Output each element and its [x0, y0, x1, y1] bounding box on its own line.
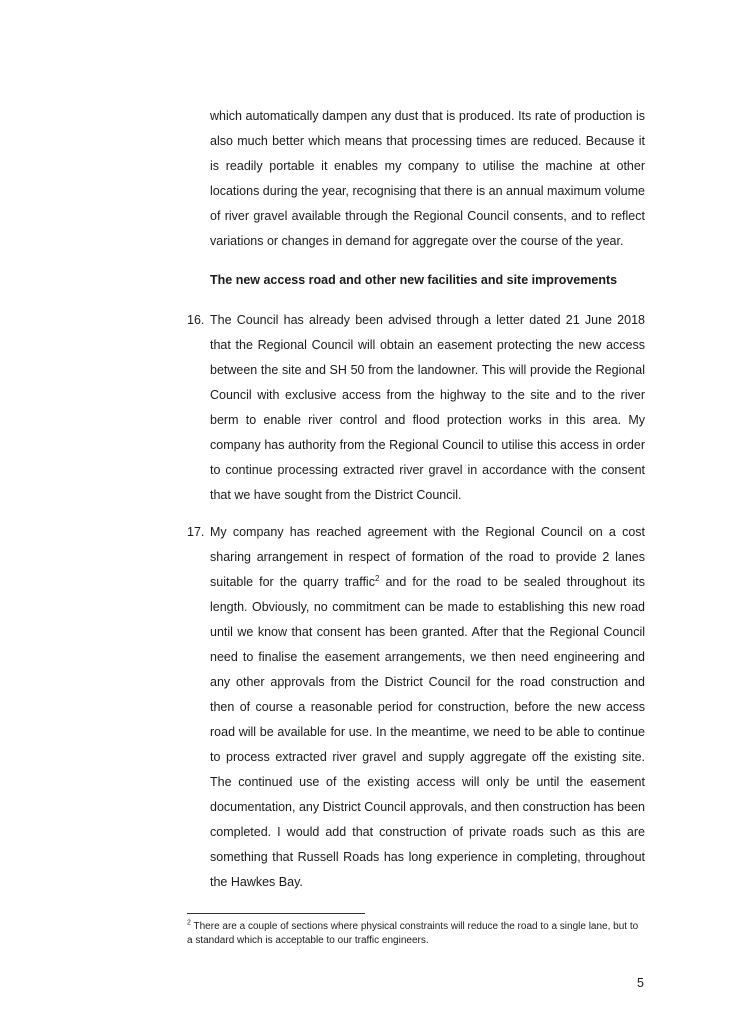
paragraph-17-text-start: My company has reached agreement with the Regional Council on a cost sharing arrangement in respect of formation of the road to provide 2 lanes suitable for the quarry traffic	[210, 525, 645, 589]
footnote	[187, 920, 642, 948]
paragraph-16-number: 16.	[187, 313, 205, 327]
paragraph-17	[210, 520, 645, 895]
page-number: 5	[637, 976, 644, 990]
footnote-reference[interactable]: 2	[374, 573, 380, 583]
section-heading: The new access road and other new facilities and site improvements	[210, 273, 618, 287]
paragraph-continued: which automatically dampen any dust that is produced. Its rate of production is also much better which means that processing times are reduced. Because it is readily portable it enables my company to utilise the machine at other locations during the year, recognising that there is an annual maximum volume of river gravel available through the Regional Council consents, and to reflect variations or changes in demand for aggregate over the course of the year.	[210, 109, 645, 248]
paragraph-17-number: 17.	[187, 525, 205, 539]
footnote-marker: 2	[187, 919, 191, 927]
footnote-text: There are a couple of sections where physical constraints will reduce the road to a single lane, but to a standard which is acceptable to our traffic engineers.	[187, 921, 639, 946]
paragraph-16: The Council has already been advised through a letter dated 21 June 2018 that the Regional Council will obtain an easement protecting the new access between the site and SH 50 from the landowner. This will provide the Regional Council with exclusive access from the highway to the site and to the river berm to enable river control and flood protection works in this area. My company has authority from the Regional Council to utilise this access in order to continue processing extracted river gravel in accordance with the consent that we have sought from the District Council.	[210, 313, 645, 502]
paragraph-17-text-end: and for the road to be sealed throughout its length. Obviously, no commitment can be made to establishing this new road until we know that consent has been granted. After that the Regional Council need to finalise the easement arrangements, we then need engineering and any other approvals from the District Council for the road construction and then of course a reasonable period for construction, before the new access road will be available for use. In the meantime, we need to be able to continue to process extracted river gravel and supply aggregate off the existing site. The continued use of the existing access will only be until the easement documentation, any District Council approvals, and then construction has been completed. I would add that construction of private roads such as this are something that Russell Roads has long experience in completing, throughout the Hawkes Bay.	[210, 575, 645, 889]
footnote-separator	[187, 913, 365, 914]
